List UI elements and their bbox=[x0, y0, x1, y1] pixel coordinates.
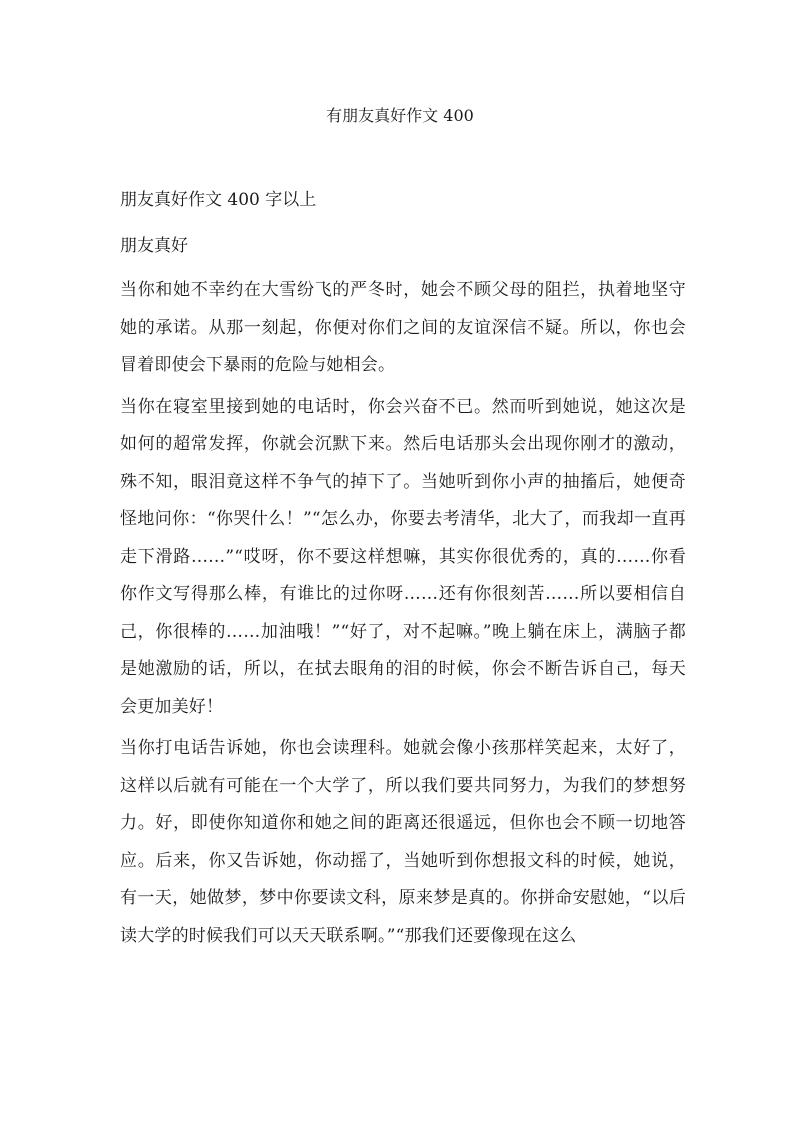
paragraph-1: 当你和她不幸约在大雪纷飞的严冬时，她会不顾父母的阻拦，执着地坚守她的承诺。从那一刻起，你便对你们之间的友谊深信不疑。所以，你也会冒着即使会下暴雨的危险与她相会。 bbox=[120, 280, 686, 375]
paragraph-3: 当你打电话告诉她，你也会读理科。她就会像小孩那样笑起来，太好了，这样以后就有可能在一个大学了，所以我们要共同努力，为我们的梦想努力。好，即使你知道你和她之间的距离还很遥远，但你也会不顾一切地答应。后来，你又告诉她，你动摇了，当她听到你想报文科的时候，她说，有一天，她做梦，梦中你要读文科，原来梦是真的。你拼命安慰她，“以后读大学的时候我们可以天天联系啊。”“那我们还要像现在这么 bbox=[120, 738, 686, 946]
document-body bbox=[120, 188, 686, 959]
essay-subtitle: 朋友真好作文 400 字以上 bbox=[120, 190, 317, 210]
paragraph-2: 当你在寝室里接到她的电话时，你会兴奋不已。然而听到她说，她这次是如何的超常发挥，你就会沉默下来。然后电话那头会出现你刚才的激动，殊不知，眼泪竟这样不争气的掉下了。当她听到你小声的抽搐后，她便奇怪地问你：“你哭什么！”“怎么办，你要去考清华，北大了，而我却一直再走下滑路……”“哎呀，你不要这样想嘛，其实你很优秀的，真的……你看你作文写得那么棒，有谁比的过你呀……还有你很刻苦……所以要相信自己，你很棒的……加油哦！”“好了，对不起嘛。”晚上躺在床上，满脑子都是她激励的话，所以，在拭去眼角的泪的时候，你会不断告诉自己，每天会更加美好！ bbox=[120, 396, 686, 717]
document-title: 有朋友真好作文 400 bbox=[326, 106, 474, 125]
essay-heading: 朋友真好 bbox=[120, 236, 188, 256]
